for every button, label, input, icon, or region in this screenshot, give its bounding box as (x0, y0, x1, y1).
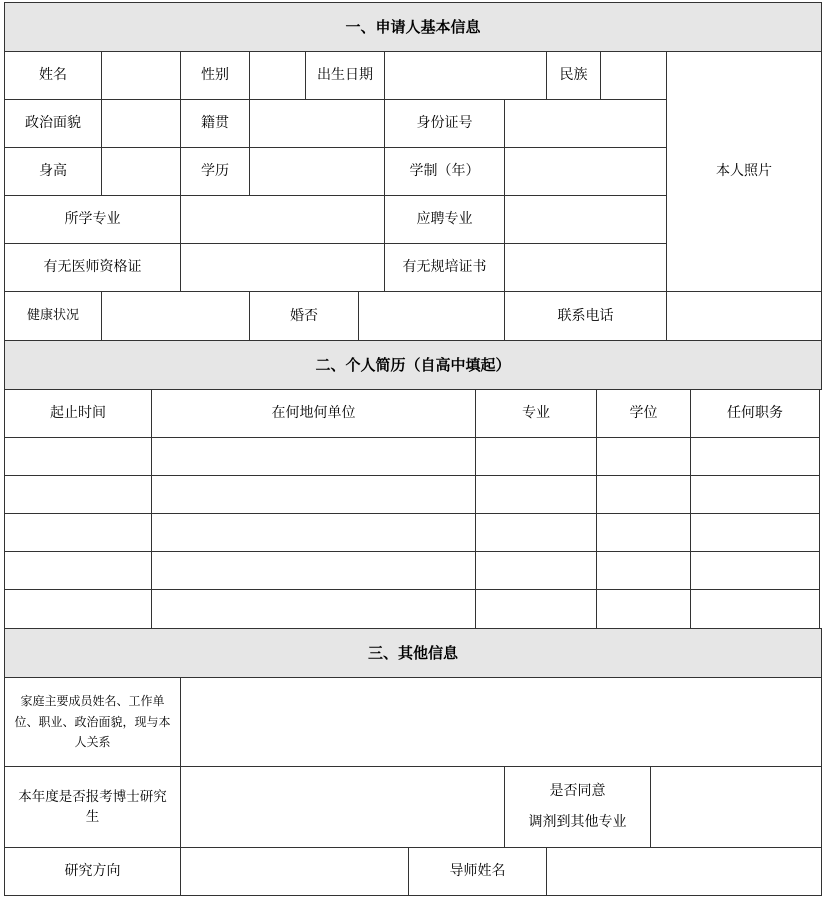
resume-cell[interactable] (475, 551, 597, 590)
col-major: 专业 (475, 389, 597, 438)
duration-label: 学制（年） (384, 147, 505, 196)
section-header-basic-info: 一、申请人基本信息 (4, 2, 822, 52)
birth-date-field[interactable] (384, 51, 547, 100)
resume-cell[interactable] (4, 513, 152, 552)
resume-cell[interactable] (690, 589, 820, 629)
resume-cell[interactable] (475, 437, 597, 476)
education-field[interactable] (249, 147, 385, 196)
resume-cell[interactable] (151, 589, 476, 629)
health-field[interactable] (101, 291, 250, 341)
marriage-field[interactable] (358, 291, 505, 341)
resume-cell[interactable] (596, 551, 691, 590)
apply-major-label: 应聘专业 (384, 195, 505, 244)
resume-cell[interactable] (151, 437, 476, 476)
section-header-resume: 二、个人简历（自高中填起） (4, 340, 822, 390)
resume-cell[interactable] (596, 513, 691, 552)
resume-cell[interactable] (690, 437, 820, 476)
duration-field[interactable] (504, 147, 667, 196)
col-period: 起止时间 (4, 389, 152, 438)
resume-cell[interactable] (151, 475, 476, 514)
transfer-agree-line2: 调剂到其他专业 (528, 814, 627, 830)
major-field[interactable] (180, 195, 385, 244)
id-number-field[interactable] (504, 99, 667, 148)
education-label: 学历 (180, 147, 250, 196)
training-cert-label: 有无规培证书 (384, 243, 505, 292)
marriage-label: 婚否 (249, 291, 359, 341)
height-field[interactable] (101, 147, 181, 196)
major-label: 所学专业 (4, 195, 181, 244)
col-unit: 在何地何单位 (151, 389, 476, 438)
resume-cell[interactable] (4, 475, 152, 514)
phd-exam-field[interactable] (180, 766, 505, 848)
research-direction-field[interactable] (180, 847, 409, 896)
advisor-name-label: 导师姓名 (408, 847, 547, 896)
transfer-agree-label (504, 766, 651, 848)
gender-field[interactable] (249, 51, 306, 100)
family-members-field[interactable] (180, 677, 822, 767)
col-degree: 学位 (596, 389, 691, 438)
family-members-label: 家庭主要成员姓名、工作单位、职业、政治面貌，现与本人关系 (4, 677, 181, 767)
ethnicity-field[interactable] (600, 51, 667, 100)
resume-cell[interactable] (4, 437, 152, 476)
resume-cell[interactable] (4, 589, 152, 629)
transfer-agree-line1: 是否同意 (549, 783, 606, 800)
apply-major-field[interactable] (504, 195, 667, 244)
resume-cell[interactable] (475, 513, 597, 552)
height-label: 身高 (4, 147, 102, 196)
name-label: 姓名 (4, 51, 102, 100)
transfer-agree-field[interactable] (650, 766, 822, 848)
native-place-field[interactable] (249, 99, 385, 148)
resume-cell[interactable] (690, 513, 820, 552)
resume-cell[interactable] (475, 475, 597, 514)
resume-cell[interactable] (4, 551, 152, 590)
resume-cell[interactable] (596, 475, 691, 514)
resume-cell[interactable] (151, 551, 476, 590)
research-direction-label: 研究方向 (4, 847, 181, 896)
health-label: 健康状况 (4, 291, 102, 341)
political-status-field[interactable] (101, 99, 181, 148)
native-place-label: 籍贯 (180, 99, 250, 148)
gender-label: 性别 (180, 51, 250, 100)
col-position: 任何职务 (690, 389, 820, 438)
resume-cell[interactable] (596, 589, 691, 629)
id-number-label: 身份证号 (384, 99, 505, 148)
ethnicity-label: 民族 (546, 51, 601, 100)
birth-date-label: 出生日期 (305, 51, 385, 100)
training-cert-field[interactable] (504, 243, 667, 292)
photo-cell[interactable]: 本人照片 (666, 51, 822, 292)
phd-exam-label: 本年度是否报考博士研究生 (4, 766, 181, 848)
resume-cell[interactable] (690, 551, 820, 590)
physician-license-label: 有无医师资格证 (4, 243, 181, 292)
phone-field[interactable] (666, 291, 822, 341)
resume-cell[interactable] (151, 513, 476, 552)
political-status-label: 政治面貌 (4, 99, 102, 148)
phone-label: 联系电话 (504, 291, 667, 341)
resume-cell[interactable] (690, 475, 820, 514)
advisor-name-field[interactable] (546, 847, 822, 896)
physician-license-field[interactable] (180, 243, 385, 292)
section-header-other-info: 三、其他信息 (4, 628, 822, 678)
resume-cell[interactable] (596, 437, 691, 476)
name-field[interactable] (101, 51, 181, 100)
resume-cell[interactable] (475, 589, 597, 629)
